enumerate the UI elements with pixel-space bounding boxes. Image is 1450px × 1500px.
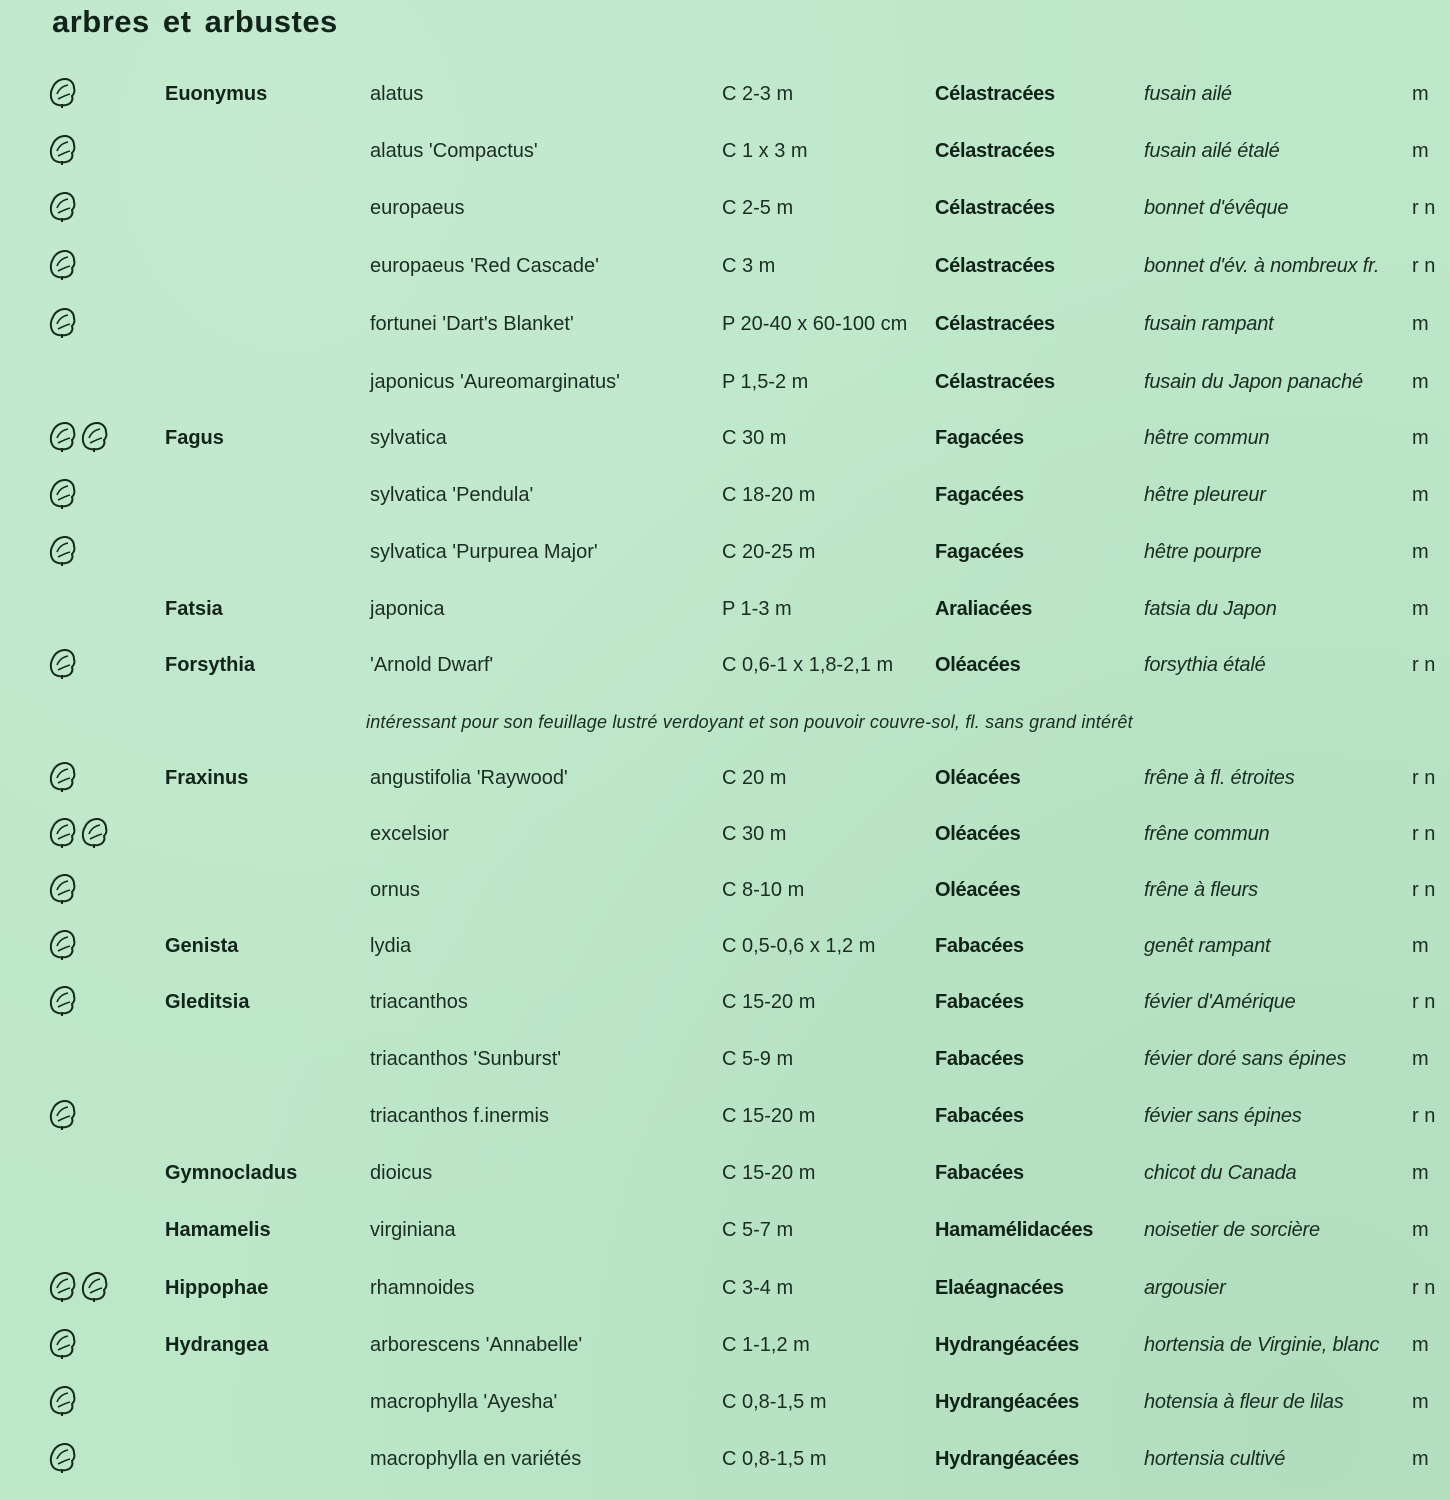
forsythia-note: intéressant pour son feuillage lustré verdoyant et son pouvoir couvre-sol, fl. sans grand intérêt <box>366 712 1133 732</box>
family-cell: Fagacées <box>935 541 1024 563</box>
family-cell: Oléacées <box>935 654 1021 676</box>
table-row <box>0 878 1450 918</box>
code-cell: r n <box>1412 654 1436 676</box>
hardiness-icons <box>48 477 118 511</box>
hardiness-icons <box>48 190 118 224</box>
code-cell: r n <box>1412 879 1436 901</box>
family-cell: Fabacées <box>935 991 1024 1013</box>
hardiness-icons <box>48 133 118 167</box>
common-name-cell: févier d'Amérique <box>1144 991 1296 1013</box>
code-cell: m <box>1412 1334 1429 1356</box>
shrub-icon <box>48 133 78 167</box>
size-cell: C 1 x 3 m <box>722 140 808 162</box>
species-cell: japonica <box>370 598 445 620</box>
code-cell: m <box>1412 140 1429 162</box>
species-cell: dioicus <box>370 1162 433 1184</box>
table-row <box>0 82 1450 122</box>
species-cell: rhamnoides <box>370 1277 475 1299</box>
genus-cell: Euonymus <box>165 83 268 105</box>
hardiness-icons <box>48 248 118 282</box>
species-cell: triacanthos 'Sunburst' <box>370 1048 562 1070</box>
table-row <box>0 934 1450 974</box>
size-cell: P 1,5-2 m <box>722 371 809 393</box>
shrub-icon <box>48 872 78 906</box>
size-cell: C 20-25 m <box>722 541 816 563</box>
size-cell: C 3-4 m <box>722 1277 794 1299</box>
size-cell: P 20-40 x 60-100 cm <box>722 313 908 335</box>
size-cell: C 15-20 m <box>722 1105 816 1127</box>
hardiness-icons <box>48 1441 118 1475</box>
hardiness-icons <box>48 534 118 568</box>
hardiness-icons <box>48 984 118 1018</box>
family-cell: Célastracées <box>935 83 1055 105</box>
table-row <box>0 1333 1450 1373</box>
family-cell: Célastracées <box>935 197 1055 219</box>
size-cell: C 8-10 m <box>722 879 805 901</box>
hardiness-icons <box>48 1327 118 1361</box>
shrub-icon <box>48 1384 78 1418</box>
common-name-cell: frêne commun <box>1144 823 1270 845</box>
code-cell: m <box>1412 1448 1429 1470</box>
hardiness-icons <box>48 364 118 398</box>
family-cell: Célastracées <box>935 371 1055 393</box>
code-cell: m <box>1412 1162 1429 1184</box>
code-cell: m <box>1412 484 1429 506</box>
shrub-icon <box>48 534 78 568</box>
hardiness-icons <box>48 1098 118 1132</box>
shrub-icon <box>80 816 110 850</box>
table-row <box>0 990 1450 1030</box>
common-name-cell: hêtre pourpre <box>1144 541 1262 563</box>
species-cell: sylvatica 'Pendula' <box>370 484 534 506</box>
family-cell: Célastracées <box>935 140 1055 162</box>
common-name-cell: fatsia du Japon <box>1144 598 1277 620</box>
family-cell: Oléacées <box>935 879 1021 901</box>
family-cell: Oléacées <box>935 767 1021 789</box>
common-name-cell: fusain du Japon panaché <box>1144 371 1363 393</box>
table-row <box>0 653 1450 693</box>
size-cell: C 0,6-1 x 1,8-2,1 m <box>722 654 894 676</box>
shrub-icon <box>48 984 78 1018</box>
table-row <box>0 312 1450 352</box>
code-cell: m <box>1412 1048 1429 1070</box>
size-cell: C 0,5-0,6 x 1,2 m <box>722 935 876 957</box>
table-row <box>0 540 1450 580</box>
size-cell: C 1-1,2 m <box>722 1334 810 1356</box>
table-row <box>0 139 1450 179</box>
species-cell: lydia <box>370 935 412 957</box>
code-cell: m <box>1412 371 1429 393</box>
code-cell: m <box>1412 1391 1429 1413</box>
genus-cell: Genista <box>165 935 239 957</box>
genus-cell: Fraxinus <box>165 767 249 789</box>
common-name-cell: hotensia à fleur de lilas <box>1144 1391 1344 1413</box>
code-cell: r n <box>1412 767 1436 789</box>
hardiness-icons <box>48 1041 118 1075</box>
code-cell: m <box>1412 541 1429 563</box>
species-cell: arborescens 'Annabelle' <box>370 1334 583 1356</box>
table-row <box>0 254 1450 294</box>
common-name-cell: chicot du Canada <box>1144 1162 1297 1184</box>
table-row <box>0 1276 1450 1316</box>
code-cell: m <box>1412 935 1429 957</box>
table-row <box>0 597 1450 637</box>
code-cell: r n <box>1412 991 1436 1013</box>
family-cell: Célastracées <box>935 313 1055 335</box>
family-cell: Fabacées <box>935 935 1024 957</box>
page-title: arbres et arbustes <box>52 4 338 39</box>
common-name-cell: argousier <box>1144 1277 1226 1299</box>
hardiness-icons <box>48 1155 118 1189</box>
shrub-icon <box>48 1098 78 1132</box>
family-cell: Araliacées <box>935 598 1033 620</box>
family-cell: Célastracées <box>935 255 1055 277</box>
code-cell: m <box>1412 313 1429 335</box>
family-cell: Oléacées <box>935 823 1021 845</box>
hardiness-icons <box>48 420 118 454</box>
size-cell: P 1-3 m <box>722 598 792 620</box>
family-cell: Fabacées <box>935 1048 1024 1070</box>
shrub-icon <box>48 306 78 340</box>
code-cell: m <box>1412 1219 1429 1241</box>
shrub-icon <box>48 1270 78 1304</box>
shrub-icon <box>48 760 78 794</box>
family-cell: Fabacées <box>935 1105 1024 1127</box>
size-cell: C 0,8-1,5 m <box>722 1391 827 1413</box>
shrub-icon <box>48 248 78 282</box>
code-cell: r n <box>1412 255 1436 277</box>
size-cell: C 2-3 m <box>722 83 794 105</box>
shrub-icon <box>48 1327 78 1361</box>
species-cell: europaeus 'Red Cascade' <box>370 255 599 277</box>
size-cell: C 3 m <box>722 255 776 277</box>
code-cell: r n <box>1412 1277 1436 1299</box>
hardiness-icons <box>48 1212 118 1246</box>
species-cell: japonicus 'Aureomarginatus' <box>370 371 620 393</box>
genus-cell: Fagus <box>165 427 224 449</box>
family-cell: Fagacées <box>935 484 1024 506</box>
species-cell: sylvatica 'Purpurea Major' <box>370 541 598 563</box>
species-cell: macrophylla 'Ayesha' <box>370 1391 558 1413</box>
code-cell: m <box>1412 598 1429 620</box>
table-row <box>0 1104 1450 1144</box>
common-name-cell: hortensia de Virginie, blanc <box>1144 1334 1380 1356</box>
hardiness-icons <box>48 306 118 340</box>
code-cell: m <box>1412 83 1429 105</box>
size-cell: C 15-20 m <box>722 1162 816 1184</box>
shrub-icon <box>48 420 78 454</box>
hardiness-icons <box>48 1384 118 1418</box>
shrub-icon <box>48 190 78 224</box>
code-cell: r n <box>1412 823 1436 845</box>
species-cell: ornus <box>370 879 421 901</box>
family-cell: Elaéagnacées <box>935 1277 1064 1299</box>
genus-cell: Gymnocladus <box>165 1162 298 1184</box>
species-cell: macrophylla en variétés <box>370 1448 582 1470</box>
common-name-cell: févier sans épines <box>1144 1105 1302 1127</box>
size-cell: C 2-5 m <box>722 197 794 219</box>
shrub-icon <box>48 647 78 681</box>
common-name-cell: forsythia étalé <box>1144 654 1266 676</box>
common-name-cell: hortensia cultivé <box>1144 1448 1286 1470</box>
common-name-cell: frêne à fleurs <box>1144 879 1258 901</box>
common-name-cell: hêtre commun <box>1144 427 1270 449</box>
common-name-cell: fusain ailé étalé <box>1144 140 1280 162</box>
code-cell: r n <box>1412 1105 1436 1127</box>
table-row <box>0 822 1450 862</box>
common-name-cell: bonnet d'év. à nombreux fr. <box>1144 255 1380 277</box>
table-row <box>0 370 1450 410</box>
shrub-icon <box>48 928 78 962</box>
common-name-cell: bonnet d'évêque <box>1144 197 1289 219</box>
genus-cell: Hippophae <box>165 1277 269 1299</box>
hardiness-icons <box>48 591 118 625</box>
hardiness-icons <box>48 647 118 681</box>
table-row <box>0 196 1450 236</box>
common-name-cell: hêtre pleureur <box>1144 484 1266 506</box>
species-cell: triacanthos f.inermis <box>370 1105 549 1127</box>
family-cell: Hydrangéacées <box>935 1334 1079 1356</box>
common-name-cell: noisetier de sorcière <box>1144 1219 1320 1241</box>
common-name-cell: genêt rampant <box>1144 935 1271 957</box>
genus-cell: Forsythia <box>165 654 256 676</box>
family-cell: Fagacées <box>935 427 1024 449</box>
hardiness-icons <box>48 1270 118 1304</box>
table-row <box>0 1047 1450 1087</box>
species-cell: angustifolia 'Raywood' <box>370 767 568 789</box>
hardiness-icons <box>48 760 118 794</box>
code-cell: r n <box>1412 197 1436 219</box>
size-cell: C 30 m <box>722 427 787 449</box>
genus-cell: Fatsia <box>165 598 223 620</box>
species-cell: alatus 'Compactus' <box>370 140 538 162</box>
common-name-cell: frêne à fl. étroites <box>1144 767 1295 789</box>
size-cell: C 5-7 m <box>722 1219 794 1241</box>
size-cell: C 5-9 m <box>722 1048 794 1070</box>
genus-cell: Hamamelis <box>165 1219 271 1241</box>
table-row <box>0 426 1450 466</box>
species-cell: excelsior <box>370 823 449 845</box>
size-cell: C 30 m <box>722 823 787 845</box>
size-cell: C 18-20 m <box>722 484 816 506</box>
family-cell: Hamamélidacées <box>935 1219 1094 1241</box>
common-name-cell: févier doré sans épines <box>1144 1048 1347 1070</box>
size-cell: C 0,8-1,5 m <box>722 1448 827 1470</box>
family-cell: Hydrangéacées <box>935 1391 1079 1413</box>
table-row <box>0 766 1450 806</box>
code-cell: m <box>1412 427 1429 449</box>
size-cell: C 15-20 m <box>722 991 816 1013</box>
family-cell: Fabacées <box>935 1162 1024 1184</box>
size-cell: C 20 m <box>722 767 787 789</box>
common-name-cell: fusain rampant <box>1144 313 1274 335</box>
shrub-icon <box>48 477 78 511</box>
species-cell: triacanthos <box>370 991 468 1013</box>
species-cell: fortunei 'Dart's Blanket' <box>370 313 574 335</box>
shrub-icon <box>80 420 110 454</box>
genus-cell: Gleditsia <box>165 991 250 1013</box>
table-row <box>0 1390 1450 1430</box>
species-cell: europaeus <box>370 197 465 219</box>
table-row <box>0 1447 1450 1487</box>
table-row <box>0 483 1450 523</box>
common-name-cell: fusain ailé <box>1144 83 1232 105</box>
species-cell: alatus <box>370 83 424 105</box>
species-cell: 'Arnold Dwarf' <box>370 654 494 676</box>
table-row <box>0 1161 1450 1201</box>
hardiness-icons <box>48 928 118 962</box>
genus-cell: Hydrangea <box>165 1334 269 1356</box>
family-cell: Hydrangéacées <box>935 1448 1079 1470</box>
species-cell: sylvatica <box>370 427 447 449</box>
hardiness-icons <box>48 816 118 850</box>
shrub-icon <box>48 816 78 850</box>
shrub-icon <box>48 1441 78 1475</box>
hardiness-icons <box>48 872 118 906</box>
hardiness-icons <box>48 76 118 110</box>
shrub-icon <box>48 76 78 110</box>
shrub-icon <box>80 1270 110 1304</box>
table-row <box>0 1218 1450 1258</box>
species-cell: virginiana <box>370 1219 456 1241</box>
